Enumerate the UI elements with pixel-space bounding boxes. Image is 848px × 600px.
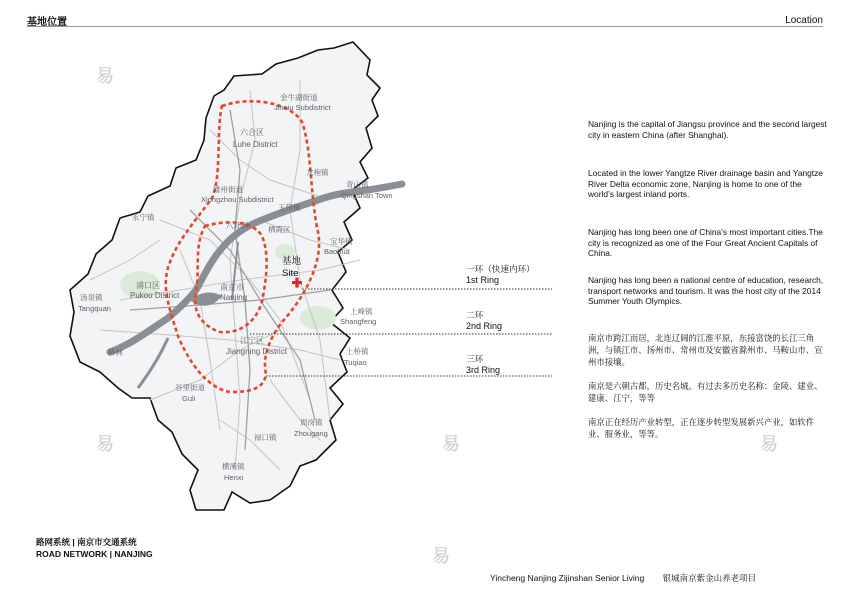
ring-label-1: [466, 264, 535, 286]
description-paragraph-cn: 南京市跨江而居，北连辽阔的江淮平原，东接富饶的长江三角洲，与镇江市、扬州市、常州市及安徽省滁州市、马鞍山市、宣州市接壤。: [588, 333, 823, 367]
project-name-cn: 银城南京紫金山养老项目: [662, 573, 757, 583]
place-label: 龙袍镇: [306, 168, 329, 177]
ring-label-cn: 二环: [466, 310, 484, 320]
place-label: 桥林: [108, 348, 123, 357]
place-label: Luhe District: [233, 140, 278, 149]
project-name-en: Yincheng Nanjing Zijinshan Senior Living: [490, 573, 645, 583]
watermark: 易: [432, 546, 450, 566]
description-paragraph-cn: 南京正在经历产业转型，正在逐步转型发展新兴产业，如软件业、服务业，等等。: [588, 417, 815, 439]
place-label: 汤泉镇: [80, 293, 103, 302]
ring-label-cn: 三环: [466, 354, 484, 364]
header-title-cn: 基地位置: [27, 17, 67, 28]
place-label: 八卦洲: [226, 221, 249, 230]
place-label: 玉带镇: [278, 203, 301, 212]
place-label: 禄口镇: [254, 433, 277, 442]
watermark: 易: [442, 434, 460, 454]
site-label-cn: 基地: [282, 256, 302, 267]
place-label: Jiangning District: [226, 347, 287, 356]
description-paragraph: Nanjing has long been a national centre of education, research, transport networks and tourism. It was the host city of the 2014 Summer Youth Olympics.: [588, 275, 824, 307]
place-label: 上峰镇: [350, 307, 373, 316]
place-label: Tangquan: [78, 304, 111, 313]
ring-label-en: 3rd Ring: [466, 365, 501, 375]
place-label: Zhougang: [294, 429, 328, 438]
watermark: 易: [760, 434, 778, 454]
ring-label-en: 1st Ring: [466, 275, 500, 285]
map-caption-cn: 路网系统 | 南京市交通系统: [36, 537, 137, 547]
watermark: 易: [96, 66, 114, 86]
place-label: 南京市: [220, 283, 244, 292]
place-label: Guli: [182, 394, 196, 403]
description-paragraph: Located in the lower Yangtze River drainage basin and Yangtze River Delta economic zone, Nanjing is home to one of the world’s largest inland ports.: [588, 168, 823, 200]
place-label: Nanjing: [220, 293, 248, 302]
place-label: Tuqiao: [344, 358, 367, 367]
green-area: [300, 306, 336, 330]
place-label: Henxi: [224, 473, 244, 482]
header-title-en: Location: [785, 15, 823, 26]
ring-label-3: [466, 354, 500, 376]
description-paragraph-cn: 南京是六朝古都，历史名城。有过去多历史名称：金陵、建业、建康、江宁，等等: [588, 381, 823, 403]
place-label: 宝华镇: [330, 237, 353, 246]
place-label: 横溪镇: [222, 462, 245, 471]
place-label: 江宁区: [240, 336, 264, 345]
site-label-en: Site: [282, 268, 299, 279]
place-label: Pukou District: [130, 291, 180, 300]
watermark: 易: [96, 434, 114, 454]
place-label: Qingshan Town: [341, 191, 393, 200]
place-label: 雄州街道: [213, 185, 243, 194]
place-label: 浦口区: [136, 281, 160, 290]
ring-label-en: 2nd Ring: [466, 321, 503, 331]
place-label: Shangfeng: [340, 317, 377, 326]
city-boundary: [70, 42, 380, 510]
ring-label-cn: 一环（快速内环）: [466, 264, 535, 274]
map-caption: [36, 536, 153, 560]
place-label: Baohua: [324, 247, 350, 256]
place-label: 金牛湖街道: [280, 93, 318, 102]
place-label: 六合区: [240, 128, 264, 137]
place-label: 谷里街道: [175, 383, 205, 392]
place-label: 周岗镇: [300, 418, 323, 427]
place-label: 栖霞区: [268, 225, 291, 234]
ring-label-2: [466, 310, 502, 332]
place-label: 永宁镇: [132, 213, 155, 222]
place-label: Jinniu Subdistrict: [274, 103, 331, 112]
place-label: Xiongzhou Subdistrict: [201, 195, 274, 204]
place-label: 土桥镇: [346, 347, 369, 356]
description-paragraph: Nanjing has long been one of China’s most important cities.The city is recognized as one of the Four Great Ancient Capitals of China.: [588, 227, 823, 259]
description-paragraph: Nanjing is the capital of Jiangsu province and the second largest city in eastern China (after Shanghai).: [588, 119, 827, 140]
project-name: [490, 572, 756, 584]
map-caption-en: ROAD NETWORK | NANJING: [36, 549, 153, 559]
place-label: 青山镇: [346, 180, 369, 189]
